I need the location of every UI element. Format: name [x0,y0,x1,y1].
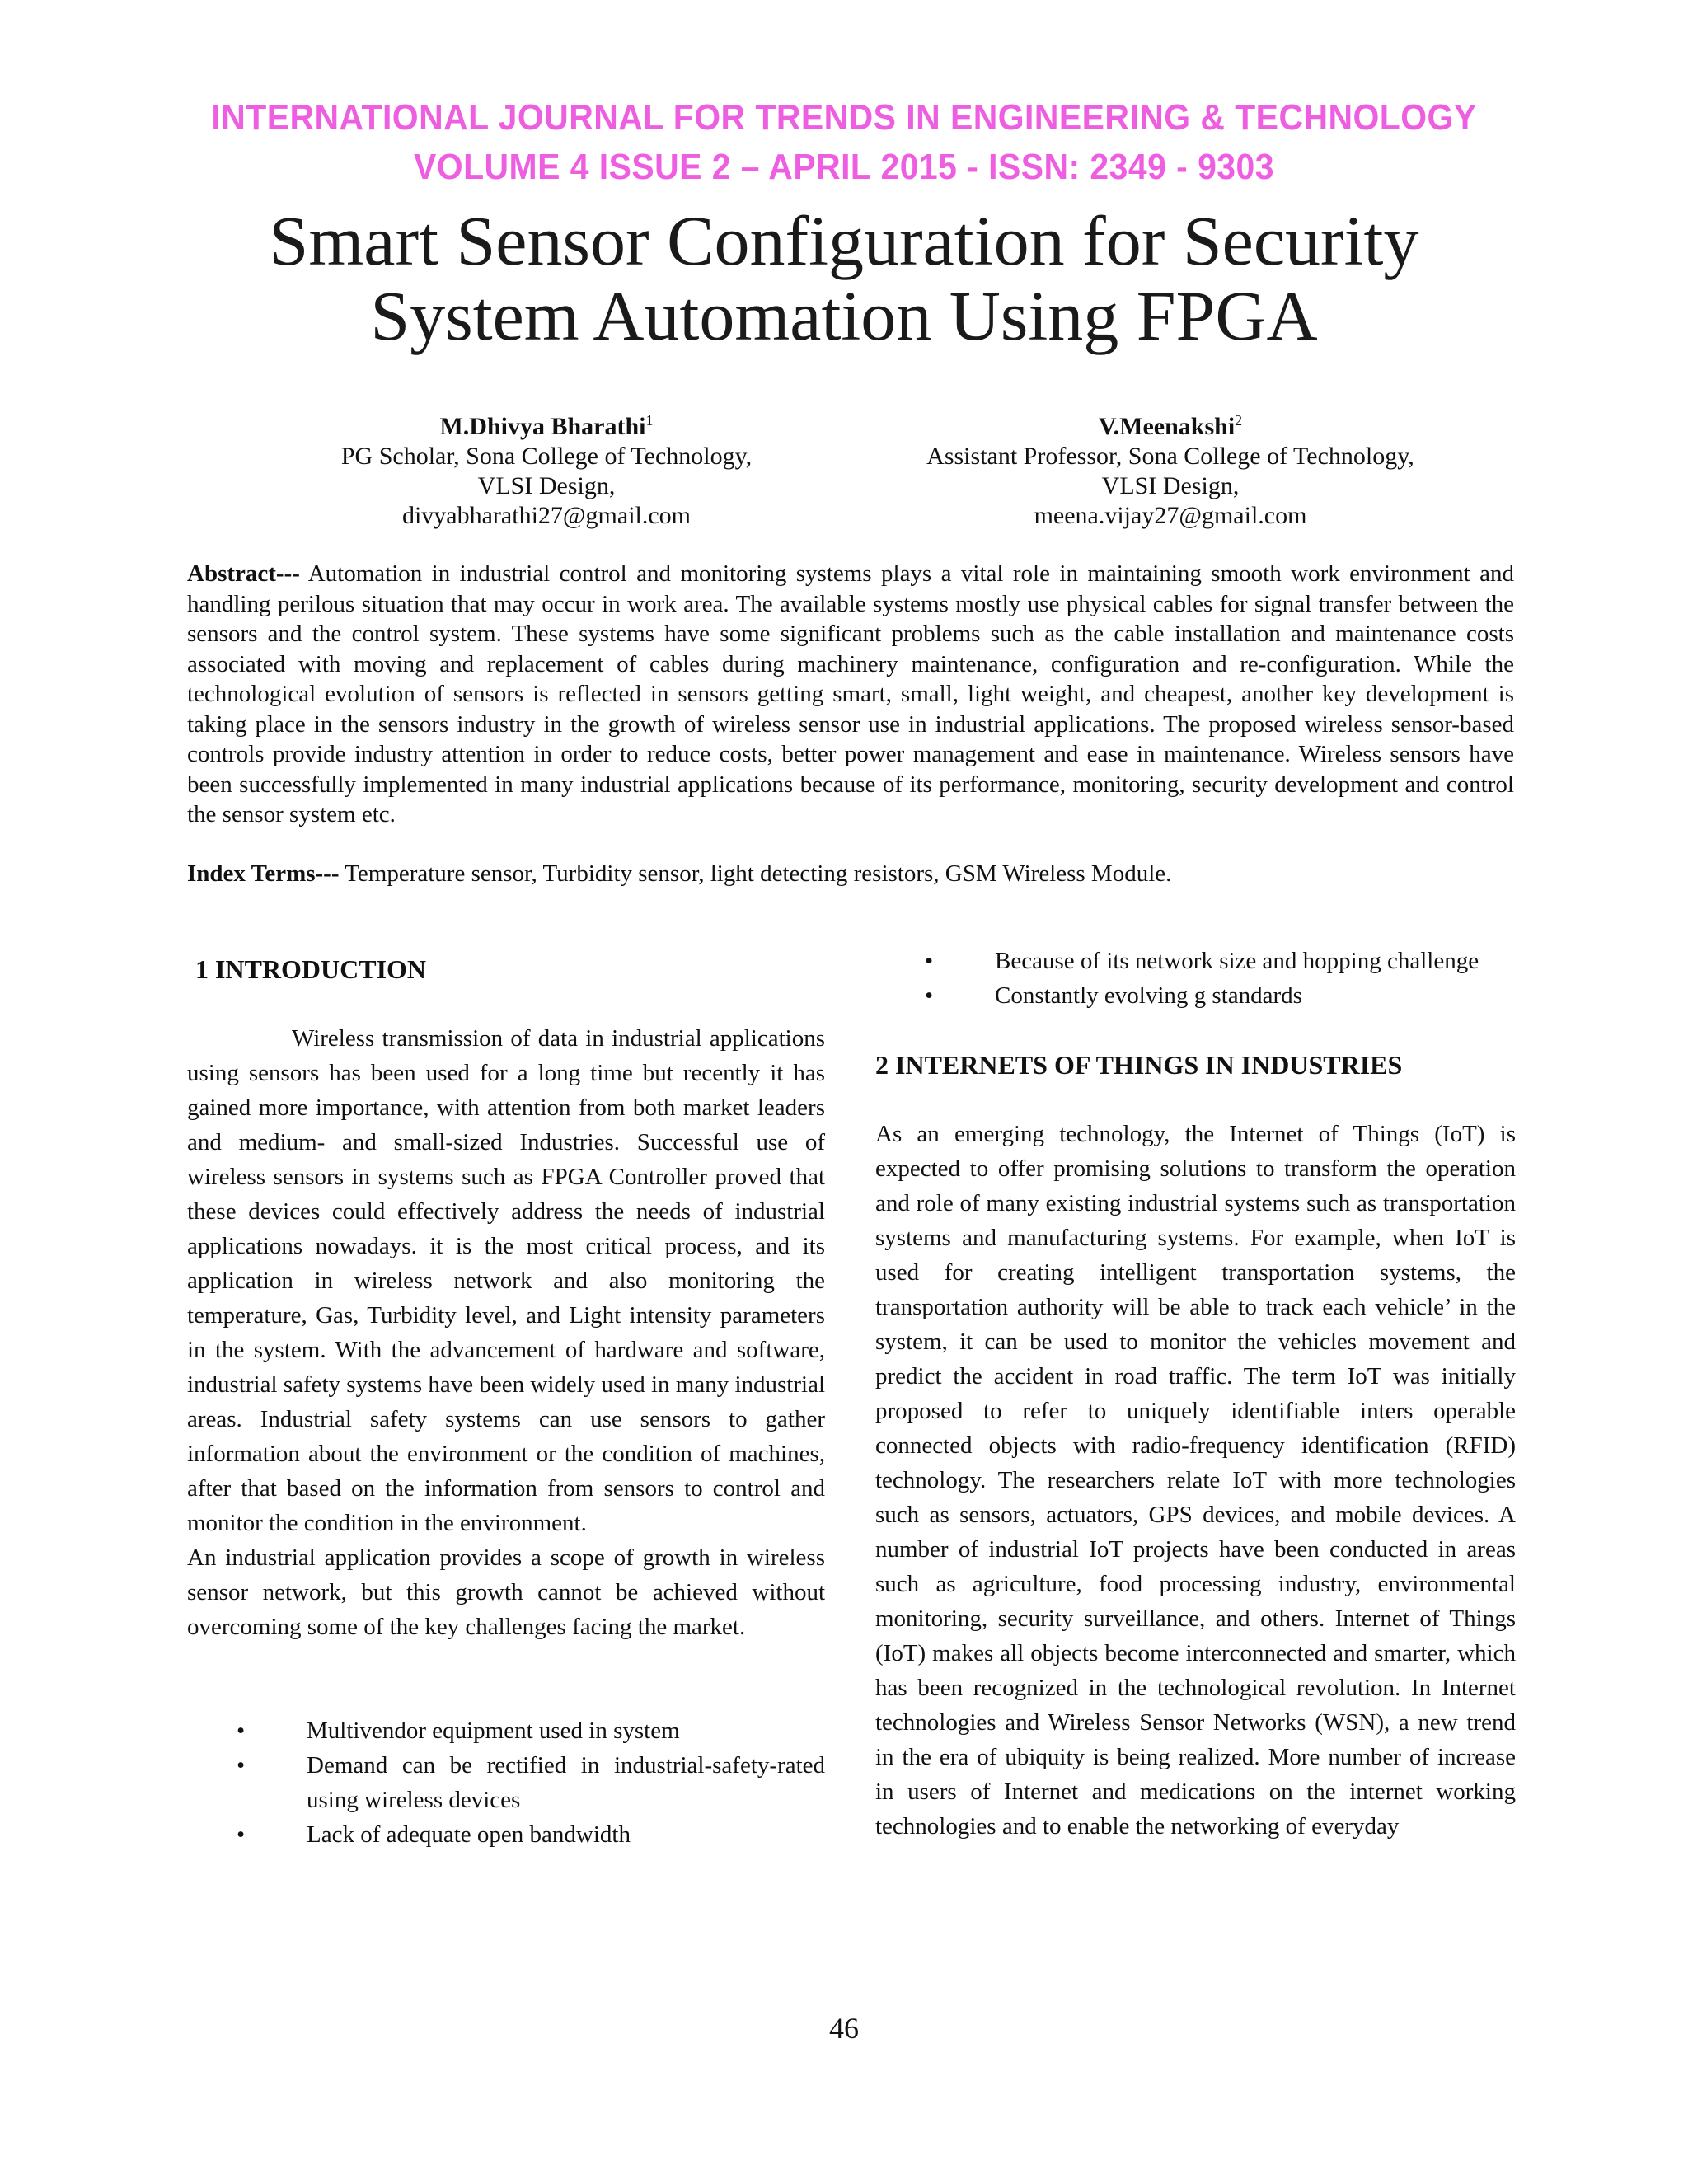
abstract-label: Abstract--- [187,560,300,587]
left-column [187,952,825,1852]
paper-title-line-2: System Automation Using FPGA [370,276,1318,355]
author-block-2 [799,405,1541,531]
author-email[interactable]: meena.vijay27@gmail.com [1034,502,1307,529]
index-terms [187,859,1514,888]
bullet-icon: • [237,1821,246,1848]
section-heading-introduction: 1 INTRODUCTION [195,954,427,984]
author-dept: VLSI Design, [1101,472,1240,499]
page-number: 46 [829,2012,859,2045]
index-terms-text: Temperature sensor, Turbidity sensor, light detecting resistors, GSM Wireless Module. [339,860,1172,887]
list-item: • Demand can be rectified in industrial-safety-rated using wireless devices [187,1748,825,1817]
journal-issue: VOLUME 4 ISSUE 2 – APRIL 2015 - ISSN: 2349 - 9303 [414,147,1274,187]
bullet-icon: • [925,982,934,1009]
intro-paragraph-1: Wireless transmission of data in industrial applications using sensors has been used for a long time but recently it has gained more importance, with attention from both market leaders and medium- and small-sized Industries. Successful use of wireless sensors in systems such as FPGA Controller proved that these devices could effectively address the needs of industrial applications nowadays. it is the most critical process, and its application in wireless network and also monitoring the temperature, Gas, Turbidity level, and Light intensity parameters in the system. With the advancement of hardware and software, industrial safety systems have been widely used in many industrial areas. Industrial safety systems can use sensors to gather information about the environment or the condition of machines, after that based on the information from sensors to control and monitor the condition in the environment. [187,1025,825,1536]
bullet-icon: • [925,948,934,974]
list-item: • Constantly evolving g standards [875,978,1516,1013]
challenge-list-continued [875,944,1516,1013]
journal-name: INTERNATIONAL JOURNAL FOR TRENDS IN ENGINEERING & TECHNOLOGY [211,97,1477,138]
list-item: • Lack of adequate open bandwidth [187,1817,825,1852]
author-name: M.Dhivya Bharathi$^1$ [439,412,654,440]
author-dept: VLSI Design, [477,472,616,499]
bullet-icon: • [237,1718,246,1744]
list-item: • Because of its network size and hopping challenge [875,944,1516,978]
author-email[interactable]: divyabharathi27@gmail.com [401,502,692,529]
bullet-icon: • [237,1752,246,1779]
index-terms-label: Index Terms--- [187,860,340,887]
iot-paragraph-1: As an emerging technology, the Internet of Things (IoT) is expected to offer promising solutions to transform the operation and role of many existing industrial systems such as transportation systems and manufacturing systems. For example, when IoT is used for creating intelligent transportation systems, the transportation authority will be able to track each vehicle’ in the system, it can be used to monitor the vehicles movement and predict the accident in road traffic. The term IoT was initially proposed to refer to uniquely identifiable inters operable connected objects with radio-frequency identification (RFID) technology. The researchers relate IoT with more technologies such as sensors, actuators, GPS devices, and mobile devices. A number of industrial IoT projects have been conducted in areas such as agriculture, food processing industry, environmental monitoring, security surveillance, and others. Internet of Things (IoT) makes all objects become interconnected and smarter, which has been recognized in the technological revolution. In Internet technologies and Wireless Sensor Networks (WSN), a new trend in the era of ubiquity is being realized. More number of increase in users of Internet and medications on the internet working technologies and to enable the networking of everyday [875,1121,1516,1840]
paper-title-line-1: Smart Sensor Configuration for Security [269,201,1419,280]
right-column [875,948,1516,1844]
author-position: Assistant Professor, Sona College of Technology, [926,443,1414,470]
abstract [187,559,1514,830]
author-name: V.Meenakshi$^2$ [1098,412,1243,440]
list-item: • Multivendor equipment used in system [187,1713,825,1748]
challenge-list [187,1713,825,1852]
author-position: PG Scholar, Sona College of Technology, [340,443,753,470]
intro-paragraph-2: An industrial application provides a scope of growth in wireless sensor network, but this growth cannot be achieved without overcoming some of the key challenges facing the market. [187,1544,825,1640]
section-heading-iot: 2 INTERNETS OF THINGS IN INDUSTRIES [875,1050,1403,1080]
abstract-text: Automation in industrial control and monitoring systems plays a vital role in maintaining smooth work environment and handling perilous situation that may occur in work area. The available systems mostly use physical cables for signal transfer between the sensors and the control system. These systems have some significant problems such as the cable installation and maintenance costs associated with moving and replacement of cables during machinery maintenance, configuration and re-configuration. While the technological evolution of sensors is reflected in sensors getting smart, small, light weight, and cheapest, another key development is taking place in the sensors industry in the growth of wireless sensor use in industrial applications. The proposed wireless sensor-based controls provide industry attention in order to reduce costs, better power management and ease in maintenance. Wireless sensors have been successfully implemented in many industrial applications because of its performance, monitoring, security development and control the sensor system etc. [187,560,1514,827]
